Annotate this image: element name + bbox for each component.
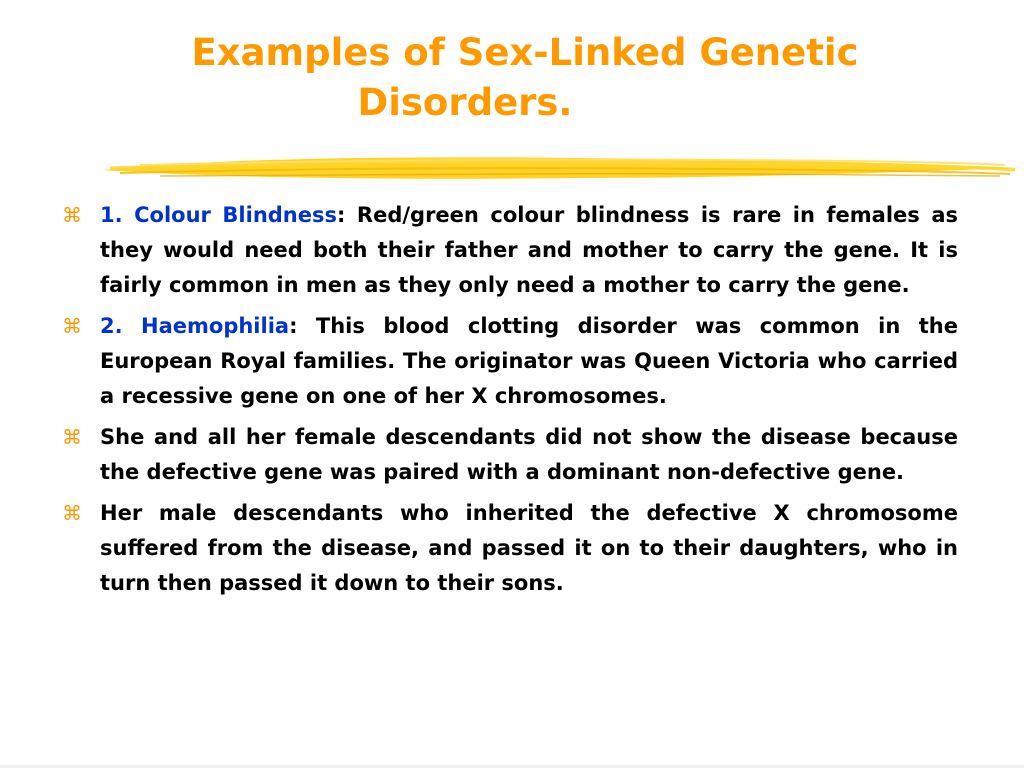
bullet-item-female-descendants — [62, 420, 958, 490]
bullet-text: : This blood clotting disorder was common in the European Royal families. The originator was Queen Victoria who carried a recessive gene on one of her X chromosomes. — [100, 314, 958, 408]
bullet-term: 1. Colour Blindness — [100, 203, 337, 227]
bullet-item-haemophilia — [62, 309, 958, 414]
command-key-icon: ⌘ — [62, 314, 82, 338]
command-key-icon: ⌘ — [62, 425, 82, 449]
command-key-icon: ⌘ — [62, 203, 82, 227]
slide-title-line-1: Examples of Sex-Linked Genetic — [191, 31, 859, 74]
command-key-icon: ⌘ — [62, 501, 82, 525]
bullet-list — [62, 198, 958, 607]
slide-title-line-2: Disorders. — [357, 81, 573, 124]
bullet-item-colour-blindness — [62, 198, 958, 303]
bullet-text: Her male descendants who inherited the defective X chromosome suffered from the disease, and passed it on to their daughters, who in turn then passed it down to their sons. — [100, 501, 958, 595]
slide-title — [100, 28, 950, 128]
bullet-item-male-descendants — [62, 496, 958, 601]
bullet-term: 2. Haemophilia — [100, 314, 290, 338]
bullet-text: She and all her female descendants did not show the disease because the defective gene was paired with a dominant non-defective gene. — [100, 425, 958, 484]
bullet-text: : Red/green colour blindness is rare in females as they would need both their father and mother to carry the gene. It is fairly common in men as they only need a mother to carry the gene. — [100, 203, 958, 297]
brush-stroke-divider — [100, 148, 1024, 190]
